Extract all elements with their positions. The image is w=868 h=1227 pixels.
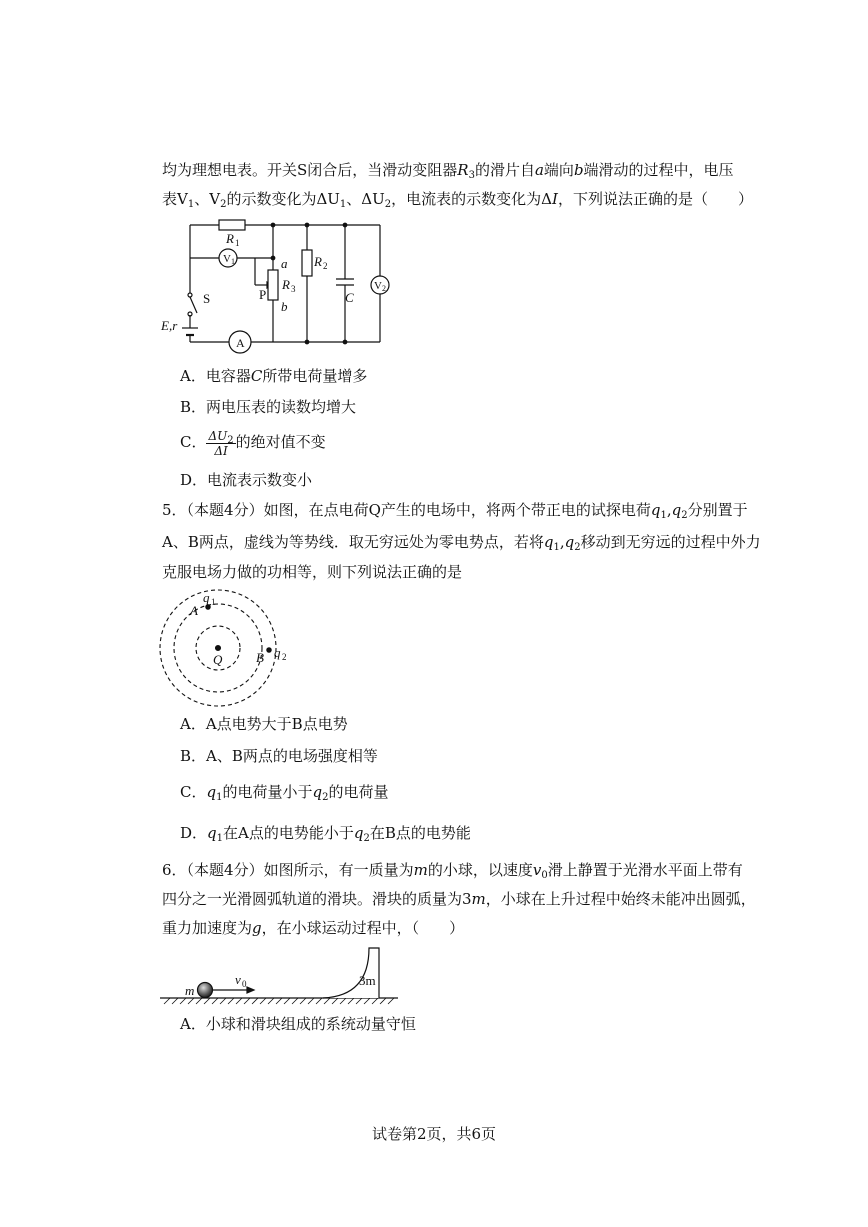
q4-stem-line-2: 表$V_1$、$V_2$的示数变化为$\Delta U_1$、$\Delta U_2$，电流表的示数变化为ΔI，下列说法正确的是（ ） <box>162 190 753 210</box>
q4-stem-line-1: 均为理想电表。开关S闭合后，当滑动变阻器$R_3$的滑片自a端向b端滑动的过程中，电压 <box>162 161 734 181</box>
point-charge-q <box>216 646 221 651</box>
page-footer: 试卷第2页，共6页 <box>371 1125 497 1143</box>
svg-text:a: a <box>281 256 288 271</box>
test-charge-q1 <box>206 605 210 609</box>
q5-option-d: D．$q_1$在A点的电势能小于$q_2$在B点的电势能 <box>180 824 471 844</box>
equipotential-diagram <box>155 585 305 710</box>
q5-stem-line-1: 5．（本题4分）如图，在点电荷Q产生的电场中，将两个带正电的试探电荷$q_1,q_2$分别置于 <box>162 501 748 521</box>
svg-text:V: V <box>374 280 382 292</box>
switch-s <box>190 297 197 313</box>
circuit-diagram <box>155 215 405 360</box>
svg-text:2: 2 <box>323 261 328 271</box>
fraction-du2-di: $\frac{\Delta U_2}{\Delta I}$ <box>208 428 234 458</box>
svg-text:S: S <box>203 291 211 306</box>
q6-stem-line-3: 重力加速度为g，在小球运动过程中，（ ） <box>162 919 465 937</box>
q6-stem-line-1: 6．（本题4分）如图所示，有一质量为m的小球，以速度$v_0$滑上静置于光滑水平面上带有 <box>162 861 743 881</box>
q5-stem-line-3: 克服电场力做的功相等，则下列说法正确的是 <box>162 563 463 581</box>
svg-text:3m: 3m <box>359 973 376 988</box>
q5-option-b: B．A、B两点的电场强度相等 <box>180 747 378 765</box>
svg-text:R: R <box>282 277 290 292</box>
svg-text:A: A <box>236 336 245 350</box>
svg-text:3: 3 <box>291 284 296 294</box>
test-charge-q2 <box>267 648 271 652</box>
svg-text:C: C <box>345 290 354 305</box>
svg-text:1: 1 <box>235 238 240 248</box>
resistor-r1 <box>219 220 245 230</box>
svg-text:P: P <box>259 287 267 302</box>
svg-text:q: q <box>203 590 210 605</box>
resistor-r2 <box>302 250 312 276</box>
svg-text:2: 2 <box>282 652 287 662</box>
svg-text:1: 1 <box>211 597 216 607</box>
svg-text:R: R <box>314 254 322 269</box>
q4-option-c: C． $\frac{\Delta U_2}{\Delta I}$ 的绝对值不变 <box>180 428 326 458</box>
rheostat-r3 <box>268 270 278 300</box>
svg-text:B: B <box>256 650 264 665</box>
q6-stem-line-2: 四分之一光滑圆弧轨道的滑块。滑块的质量为3m，小球在上升过程中始终未能冲出圆弧， <box>162 890 756 908</box>
svg-text:b: b <box>281 299 288 314</box>
q5-option-c: C．$q_1$的电荷量小于$q_2$的电荷量 <box>180 783 389 803</box>
svg-text:V: V <box>223 253 231 265</box>
svg-text:v: v <box>235 972 241 987</box>
svg-text:0: 0 <box>242 979 247 989</box>
q6-option-a: A．小球和滑块组成的系统动量守恒 <box>180 1015 416 1033</box>
svg-text:q: q <box>274 645 281 660</box>
svg-text:m: m <box>185 983 195 998</box>
q4-option-d: D．电流表示数变小 <box>180 471 313 489</box>
svg-text:1: 1 <box>231 257 235 266</box>
q4-option-b: B．两电压表的读数均增大 <box>180 398 357 416</box>
svg-text:2: 2 <box>382 284 386 293</box>
q5-stem-line-2: A、B两点，虚线为等势线．取无穷远处为零电势点，若将$q_1,q_2$移动到无穷远的过程中外力 <box>162 533 761 553</box>
slider-block-diagram <box>155 940 405 1010</box>
svg-text:E,r: E,r <box>161 318 178 333</box>
ball <box>198 983 213 998</box>
q5-option-a: A．A点电势大于B点电势 <box>180 715 348 733</box>
svg-text:A: A <box>190 603 198 618</box>
svg-text:Q: Q <box>213 652 223 667</box>
svg-text:R: R <box>226 231 234 246</box>
q4-option-a: A．电容器C所带电荷量增多 <box>180 367 368 385</box>
